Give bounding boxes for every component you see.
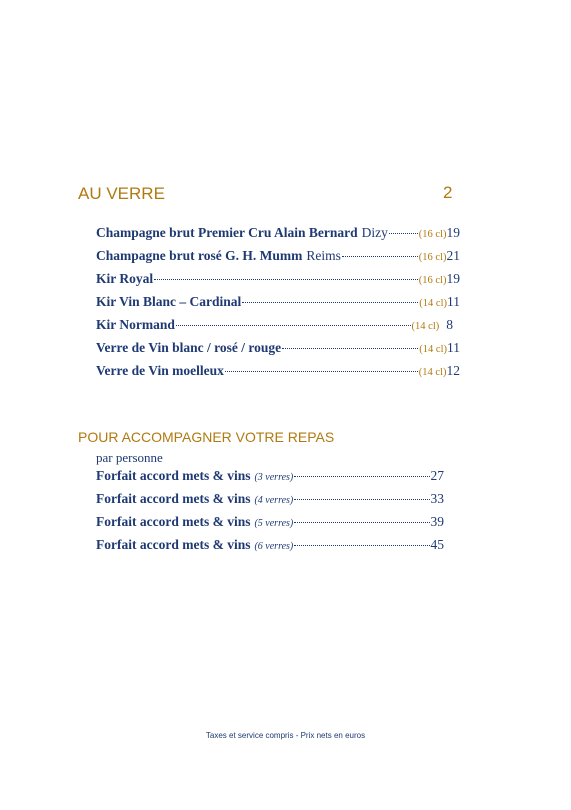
item-name: Forfait accord mets & vins (96, 468, 251, 483)
leader-dots (225, 371, 418, 372)
item-name: Forfait accord mets & vins (96, 537, 251, 552)
section-title-repas: POUR ACCOMPAGNER VOTRE REPAS (78, 429, 335, 445)
menu-item (96, 535, 444, 555)
item-name: Verre de Vin blanc / rosé / rouge (96, 340, 282, 355)
item-volume: (14 cl) (411, 321, 440, 332)
item-price: 8 (446, 317, 453, 332)
leader-dots (389, 233, 418, 234)
leader-dots (294, 476, 429, 477)
section-subtitle: par personne (96, 450, 163, 465)
item-name: Champagne brut rosé G. H. Mumm (96, 248, 303, 263)
menu-item (96, 466, 444, 486)
item-name: Kir Vin Blanc – Cardinal (96, 294, 242, 309)
footer-note: Taxes et service compris - Prix nets en euros (205, 731, 366, 740)
item-price: 11 (447, 294, 460, 309)
menu-item (96, 338, 460, 358)
item-volume: (16 cl) (418, 252, 447, 263)
item-name: Forfait accord mets & vins (96, 514, 251, 529)
item-volume: (14 cl) (419, 344, 447, 355)
item-note: (4 verres) (254, 495, 294, 506)
item-price: 19 (446, 271, 460, 286)
item-place: Dizy (361, 225, 388, 240)
leader-dots (294, 522, 429, 523)
item-price: 11 (447, 340, 460, 355)
menu-item (96, 246, 460, 266)
leader-dots (176, 325, 411, 326)
item-note: (3 verres) (254, 472, 294, 483)
item-price: 45 (430, 537, 444, 552)
menu-item (96, 361, 460, 381)
section-title-au-verre: AU VERRE (78, 184, 165, 203)
leader-dots (294, 545, 429, 546)
item-price: 27 (430, 468, 444, 483)
item-note: (6 verres) (254, 541, 294, 552)
item-price: 21 (446, 248, 460, 263)
menu-item (96, 315, 460, 335)
menu-item (96, 489, 444, 509)
item-name: Kir Royal (96, 271, 154, 286)
leader-dots (342, 256, 418, 257)
menu-item (96, 269, 460, 289)
item-price: 39 (430, 514, 444, 529)
item-name: Forfait accord mets & vins (96, 491, 251, 506)
item-volume: (16 cl) (418, 229, 447, 240)
menu-item (96, 223, 460, 243)
item-name: Champagne brut Premier Cru Alain Bernard (96, 225, 358, 240)
item-volume: (14 cl) (418, 367, 447, 378)
item-price: 33 (430, 491, 444, 506)
leader-dots (282, 348, 418, 349)
item-volume: (14 cl) (419, 298, 447, 309)
item-note: (5 verres) (254, 518, 294, 529)
leader-dots (154, 279, 418, 280)
item-price: 19 (446, 225, 460, 240)
item-price: 12 (446, 363, 460, 378)
menu-item (96, 512, 444, 532)
menu-item (96, 292, 460, 312)
item-volume: (16 cl) (418, 275, 447, 286)
item-place: Reims (306, 248, 341, 263)
page-number: 2 (443, 183, 453, 202)
leader-dots (242, 302, 418, 303)
leader-dots (294, 499, 429, 500)
item-name: Kir Normand (96, 317, 175, 332)
item-name: Verre de Vin moelleux (96, 363, 224, 378)
